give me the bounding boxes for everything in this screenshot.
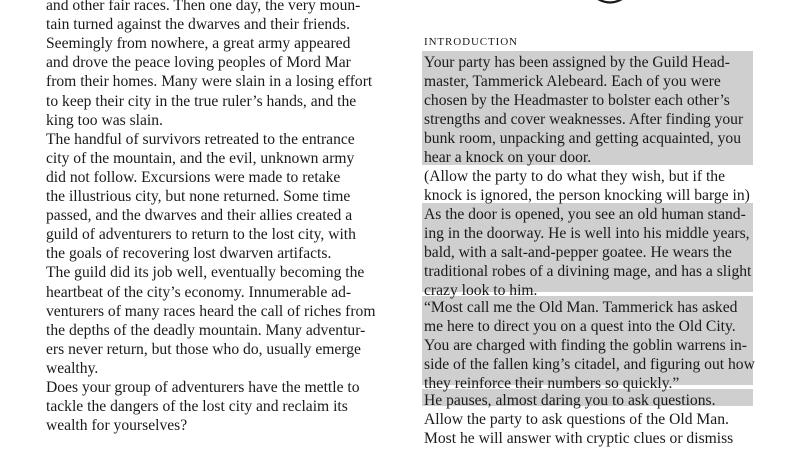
text-line: they reinforce their numbers so quickly.” [424, 375, 680, 392]
text-line: Does your group of adventurers have the mettle to [46, 379, 360, 396]
text-line: Most he will answer with cryptic clues or dismiss [424, 430, 734, 447]
text-line: the depths of the deadly mountain. Many adventur- [46, 321, 366, 339]
text-line: heartbeat of the city’s economy. Innumerable ad- [46, 283, 352, 301]
text-line: side of the fallen king’s citadel, and figuring out how [424, 356, 755, 373]
section-label: INTRODUCTION [424, 36, 518, 48]
text-line: city of the mountain, and the evil, unknown army [46, 149, 355, 167]
emblem-icon [565, 0, 655, 10]
text-line: hear a knock on your door. [424, 149, 592, 166]
text-line: Allow the party to ask questions of the Old Man. [424, 411, 729, 428]
text-line: “Most call me the Old Man. Tammerick has asked [424, 299, 738, 316]
text-line: tackle the dangers of the lost city and reclaim its [46, 398, 348, 416]
text-line: The guild did its job well, eventually becoming the [46, 264, 365, 282]
text-line: bald, with a salt-and-pepper goatee. He wears the [424, 244, 732, 261]
text-line: king too was slain. [46, 111, 163, 129]
text-line: the illustrious city, but none returned. Some time [46, 188, 351, 205]
text-line: (Allow the party to do what they wish, but if the [424, 168, 725, 185]
text-line: knock is ignored, the person knocking will barge in) [424, 187, 750, 204]
text-line: bunk room, unpacking and getting acquainted, you [424, 130, 741, 147]
text-line: master, Tammerick Alebeard. Each of you were [424, 73, 721, 90]
text-line: You are charged with finding the goblin warrens in- [424, 337, 747, 354]
text-line: Your party has been assigned by the Guild Head- [424, 54, 730, 71]
text-line: ers never return, but those who do, usually emerge [46, 340, 361, 358]
text-line: the goals of recovering lost dwarven artifacts. [46, 245, 332, 263]
text-line: The handful of survivors retreated to the entrance [46, 130, 355, 148]
text-line: venturers of many races heard the call of riches from [46, 302, 376, 320]
text-line: from their homes. Many were slain in a losing effort [46, 73, 373, 91]
text-line: chosen by the Headmaster to bolster each other’s [424, 92, 730, 109]
text-line: did not follow. Excursions were made to retake [46, 168, 341, 186]
text-line: ing in the doorway. He is well into his middle years, [424, 225, 750, 242]
text-line: wealthy. [46, 359, 99, 377]
text-line: Seemingly from nowhere, a great army appeared [46, 35, 351, 53]
text-line: As the door is opened, you see an old human stand- [424, 206, 746, 223]
text-line: and other fair races. Then one day, the very moun- [46, 0, 361, 14]
text-line: strengths and cover weaknesses. After finding your [424, 111, 744, 128]
text-line: He pauses, almost daring you to ask questions. [424, 392, 716, 409]
text-line: wealth for yourselves? [46, 417, 188, 435]
text-line: and drove the peace loving peoples of Mord Mar [46, 54, 351, 72]
text-line: traditional robes of a divining mage, and has a slight [424, 263, 752, 280]
text-line: crazy look to him. [424, 282, 538, 299]
text-line: me here to direct you on a quest into the Old City. [424, 318, 736, 335]
text-line: to keep their city in the true ruler’s hands, and the [46, 92, 357, 110]
text-line: guild of adventurers to return to the lost city, with [46, 226, 356, 244]
text-line: passed, and the dwarves and their allies created a [46, 207, 353, 225]
text-line: tain turned against the dwarves and their friends. [46, 16, 350, 34]
